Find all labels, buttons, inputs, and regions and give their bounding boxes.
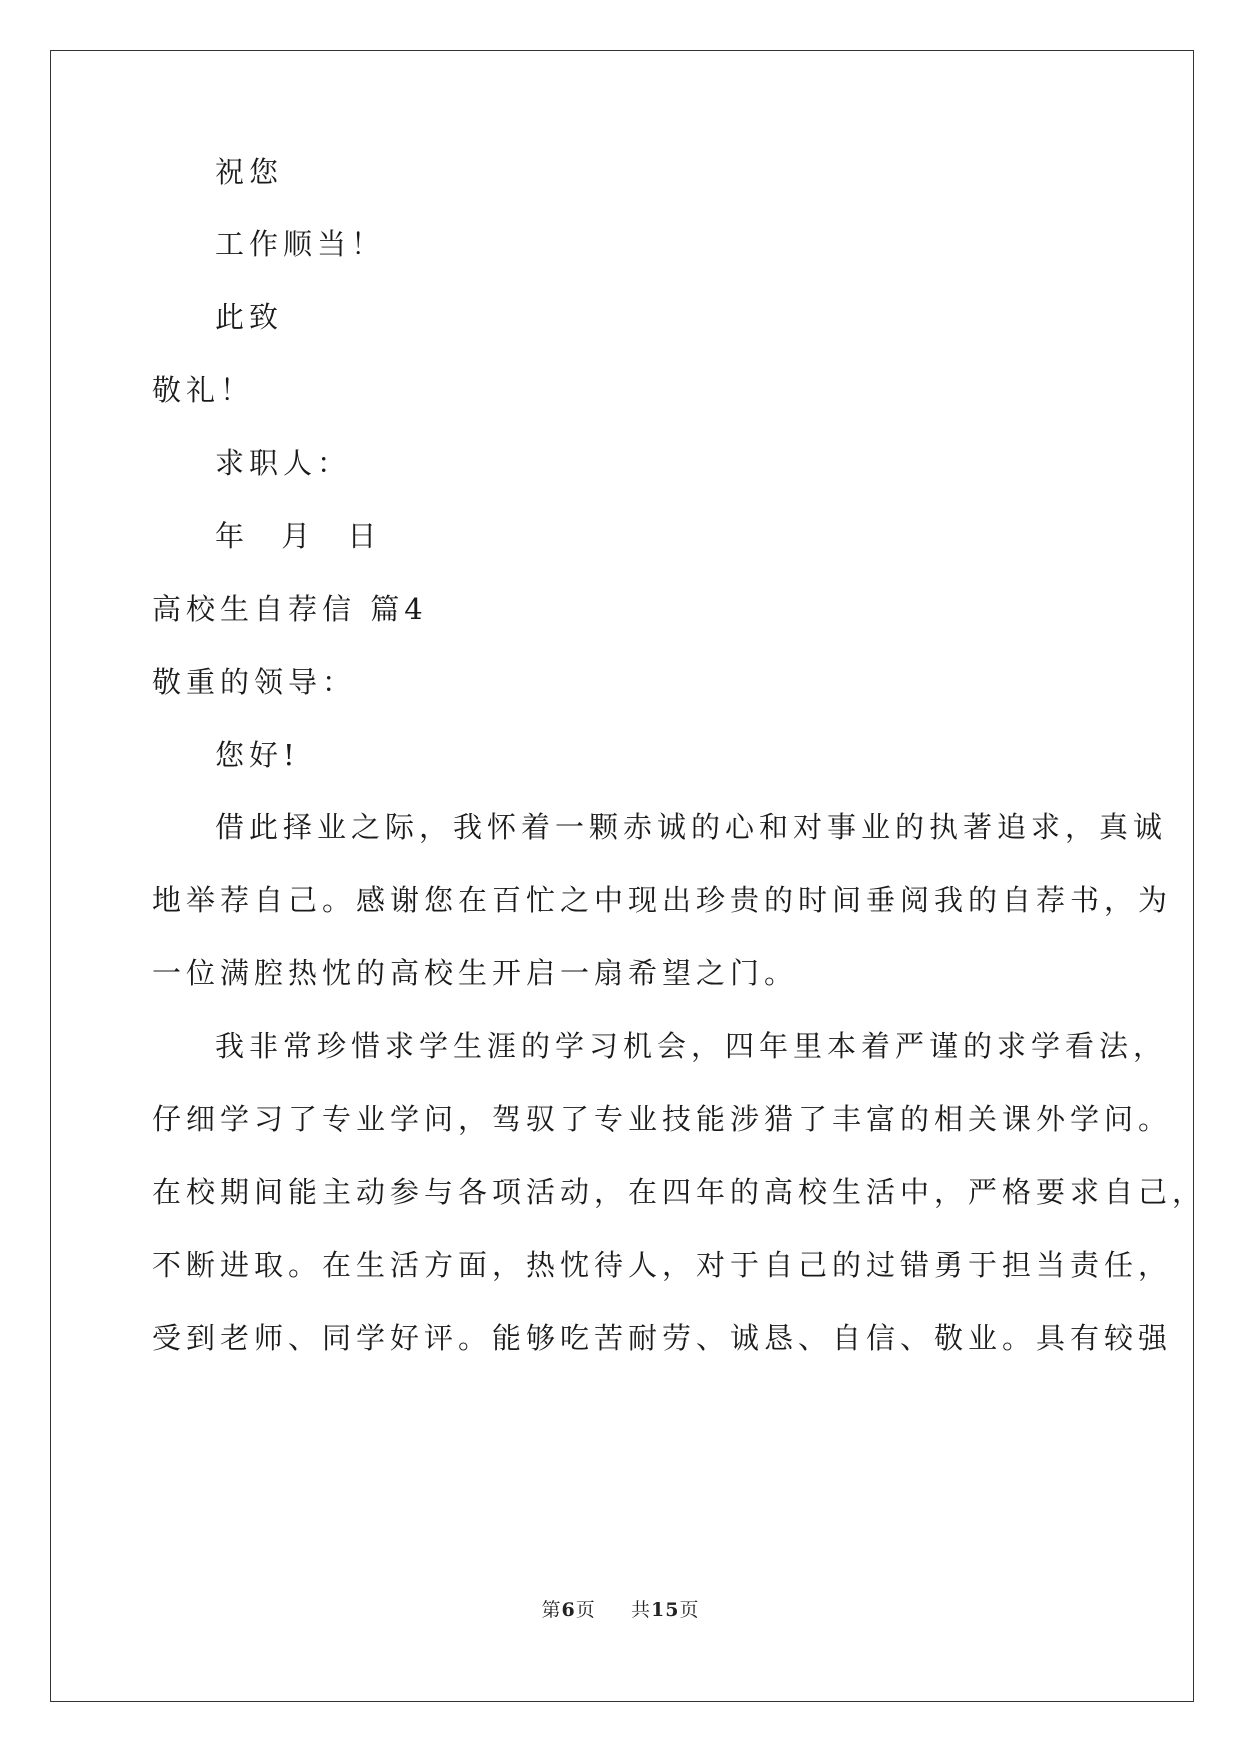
page-suffix: 页	[575, 1599, 596, 1621]
body-line: 受到老师、同学好评。能够吃苦耐劳、诚恳、自信、敬业。具有较强	[152, 1321, 1173, 1355]
page-prefix: 第	[541, 1599, 562, 1621]
body-line: 不断进取。在生活方面，热忱待人，对于自己的过错勇于担当责任，	[152, 1248, 1173, 1282]
body-line: 地举荐自己。感谢您在百忙之中现出珍贵的时间垂阅我的自荐书，为	[152, 883, 1173, 917]
page-footer	[0, 1595, 1241, 1622]
total-prefix: 共	[630, 1599, 651, 1621]
body-line: 我非常珍惜求学生涯的学习机会，四年里本着严谨的求学看法，	[215, 1029, 1168, 1063]
greeting: 您好!	[215, 738, 300, 772]
page-number: 6	[561, 1599, 576, 1621]
salutation: 敬重的领导：	[152, 665, 357, 699]
page-border	[50, 50, 1194, 1702]
date-line: 年 月 日	[215, 519, 391, 553]
total-suffix: 页	[679, 1599, 700, 1621]
body-line: 在校期间能主动参与各项活动，在四年的高校生活中，严格要求自己，	[152, 1175, 1207, 1209]
body-line: 借此择业之际，我怀着一颗赤诚的心和对事业的执著追求，真诚	[215, 810, 1168, 844]
body-line: 一位满腔热忱的高校生开启一扇希望之门。	[152, 956, 799, 990]
closing-wish: 祝您	[215, 155, 284, 189]
body-line: 仔细学习了专业学问，驾驭了专业技能涉猎了丰富的相关课外学问。	[152, 1102, 1173, 1136]
regards: 敬礼！	[152, 373, 255, 407]
section-title: 高校生自荐信 篇4	[152, 592, 428, 626]
total-pages: 15	[651, 1599, 680, 1621]
regards-intro: 此致	[215, 300, 284, 334]
closing-wish-content: 工作顺当！	[215, 227, 386, 261]
applicant-label: 求职人：	[215, 446, 352, 480]
